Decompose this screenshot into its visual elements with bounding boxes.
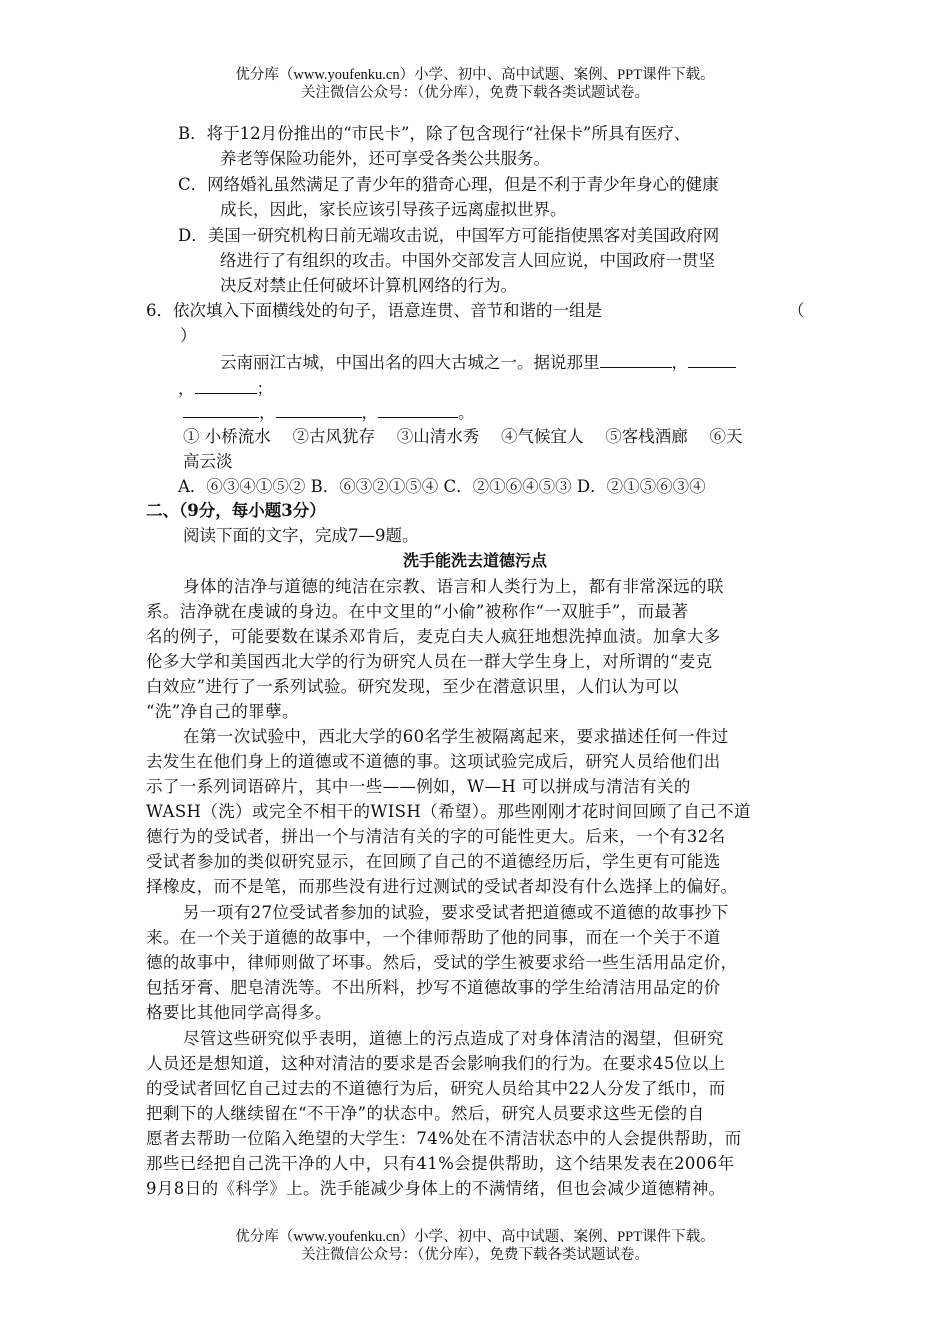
- page-footer: [0, 1228, 950, 1264]
- q6-passage-text: 云南丽江古城，中国出名的四大古城之一。据说那里: [220, 353, 600, 372]
- passage-title: 洗手能洗去道德污点: [402, 551, 547, 570]
- footer-line-1: 优分库（www.youfenku.cn）小学、初中、高中试题、案例、PPT课件下载。: [235, 1229, 715, 1245]
- passage-line: 那些已经把自己洗干净的人中，只有41%会提供帮助，这个结果发表在2006年: [146, 1154, 735, 1173]
- q6-answer-options: A．⑥③④①⑤② B．⑥③②①⑤④ C．②①⑥④⑤③ D．②①⑤⑥③④: [178, 477, 706, 496]
- passage-line: 在第一次试验中，西北大学的60名学生被隔离起来，要求描述任何一件过: [183, 727, 729, 746]
- passage-line: 系。洁净就在虔诚的身边。在中文里的“小偷”被称作“一双脏手”，而最著: [146, 602, 689, 621]
- q6-comma: ，: [178, 379, 195, 398]
- passage-line: 德的故事中，律师则做了坏事。然后，受试的学生被要求给一些生活用品定价，: [146, 953, 738, 972]
- passage-line: 另一项有27位受试者参加的试验，要求受试者把道德或不道德的故事抄下: [183, 903, 729, 922]
- q5-option-d-line1: D．美国一研究机构日前无端攻击说，中国军方可能指使黑客对美国政府网: [178, 226, 720, 245]
- q6-choices-line1: ① 小桥流水 ②古风犹存 ③山清水秀 ④气候宜人 ⑤客栈酒廊 ⑥天: [183, 427, 743, 446]
- passage-line: WASH（洗）或完全不相干的WISH（希望）。那些刚刚才花时间回顾了自己不道: [146, 802, 751, 821]
- passage-line: 择橡皮，而不是笔，而那些没有进行过测试的受试者却没有什么选择上的偏好。: [146, 877, 738, 896]
- q6-semicolon: ；: [256, 379, 273, 398]
- q6-comma: ，: [671, 353, 688, 372]
- page-header: [0, 66, 950, 102]
- q5-option-b-line2: 养老等保险功能外，还可享受各类公共服务。: [220, 149, 550, 168]
- footer-line-2: 关注微信公众号：（优分库），免费下载各类试题试卷。: [301, 1247, 649, 1263]
- q5-option-b-line1: B．将于12月份推出的“市民卡”，除了包含现行“社保卡”所具有医疗、: [178, 124, 691, 143]
- passage-line: 包括牙膏、肥皂清洗等。不出所料，抄写不道德故事的学生给清洁用品定的价: [146, 978, 721, 997]
- passage-line: 伦多大学和美国西北大学的行为研究人员在一群大学生身上，对所谓的“麦克: [146, 652, 713, 671]
- q6-period: 。: [458, 403, 475, 422]
- q6-stem: 6．依次填入下面横线处的句子，语意连贯、音节和谐的一组是: [146, 301, 602, 320]
- answer-blank-2[interactable]: [688, 351, 736, 368]
- q6-passage-line2: [178, 377, 273, 401]
- answer-blank-4[interactable]: [183, 401, 259, 418]
- passage-line: 格要比其他同学高得多。: [146, 1003, 332, 1022]
- header-line-1: 优分库（www.youfenku.cn）小学、初中、高中试题、案例、PPT课件下载。: [235, 67, 715, 83]
- passage-line: “洗”净自己的罪孽。: [146, 702, 299, 721]
- passage-line: 示了一系列词语碎片，其中一些——例如，W—H 可以拼成与清洁有关的: [146, 777, 691, 796]
- passage-line: 身体的洁净与道德的纯洁在宗教、语言和人类行为上，都有非常深远的联: [183, 577, 724, 596]
- section-heading: 二、（9分，每小题3分）: [146, 501, 326, 520]
- q6-comma: ，: [259, 403, 276, 422]
- q5-option-c-line1: C．网络婚礼虽然满足了青少年的猎奇心理，但是不利于青少年身心的健康: [178, 175, 719, 194]
- section-instruction: 阅读下面的文字，完成7—9题。: [183, 526, 419, 545]
- q6-paren-close: ）: [180, 326, 197, 345]
- passage-line: 去发生在他们身上的道德或不道德的事。这项试验完成后，研究人员给他们出: [146, 752, 721, 771]
- passage-line: 来。在一个关于道德的故事中，一个律师帮助了他的同事，而在一个关于不道: [146, 928, 721, 947]
- passage-line: 的受试者回忆自己过去的不道德行为后，研究人员给其中22人分发了纸巾，而: [146, 1079, 726, 1098]
- passage-line: 人员还是想知道，这种对清洁的要求是否会影响我们的行为。在要求45位以上: [146, 1054, 726, 1073]
- passage-line: 愿者去帮助一位陷入绝望的大学生：74%处在不清洁状态中的人会提供帮助，而: [146, 1129, 742, 1148]
- passage-line: 尽管这些研究似乎表明，道德上的污点造成了对身体清洁的渴望，但研究: [183, 1029, 724, 1048]
- q6-choices-line2: 高云淡: [183, 452, 233, 471]
- passage-line: 德行为的受试者，拼出一个与清洁有关的字的可能性更大。后来，一个有32名: [146, 827, 726, 846]
- q6-paren-open: （: [788, 301, 805, 320]
- passage-line: 受试者参加的类似研究显示，在回顾了自己的不道德经历后，学生更有可能选: [146, 852, 721, 871]
- answer-blank-5[interactable]: [276, 401, 362, 418]
- q5-option-c-line2: 成长，因此，家长应该引导孩子远离虚拟世界。: [220, 200, 567, 219]
- passage-line: 名的例子，可能要数在谋杀邓肯后，麦克白夫人疯狂地想洗掉血渍。加拿大多: [146, 627, 721, 646]
- answer-blank-3[interactable]: [195, 377, 257, 394]
- header-line-2: 关注微信公众号：（优分库），免费下载各类试题试卷。: [301, 85, 649, 101]
- q6-passage-line1: [220, 351, 736, 375]
- q6-comma: ，: [361, 403, 378, 422]
- q6-passage-line3: [183, 401, 475, 425]
- answer-blank-1[interactable]: [600, 351, 672, 368]
- answer-blank-6[interactable]: [378, 401, 458, 418]
- passage-line: 9月8日的《科学》上。洗手能减少身体上的不满情绪，但也会减少道德精神。: [146, 1179, 726, 1198]
- passage-line: 把剩下的人继续留在“不干净”的状态中。然后，研究人员要求这些无偿的自: [146, 1104, 705, 1123]
- q5-option-d-line2: 络进行了有组织的攻击。中国外交部发言人回应说，中国政府一贯坚: [220, 251, 715, 270]
- passage-line: 白效应”进行了一系列试验。研究发现，至少在潜意识里，人们认为可以: [146, 677, 679, 696]
- q5-option-d-line3: 决反对禁止任何破坏计算机网络的行为。: [220, 276, 517, 295]
